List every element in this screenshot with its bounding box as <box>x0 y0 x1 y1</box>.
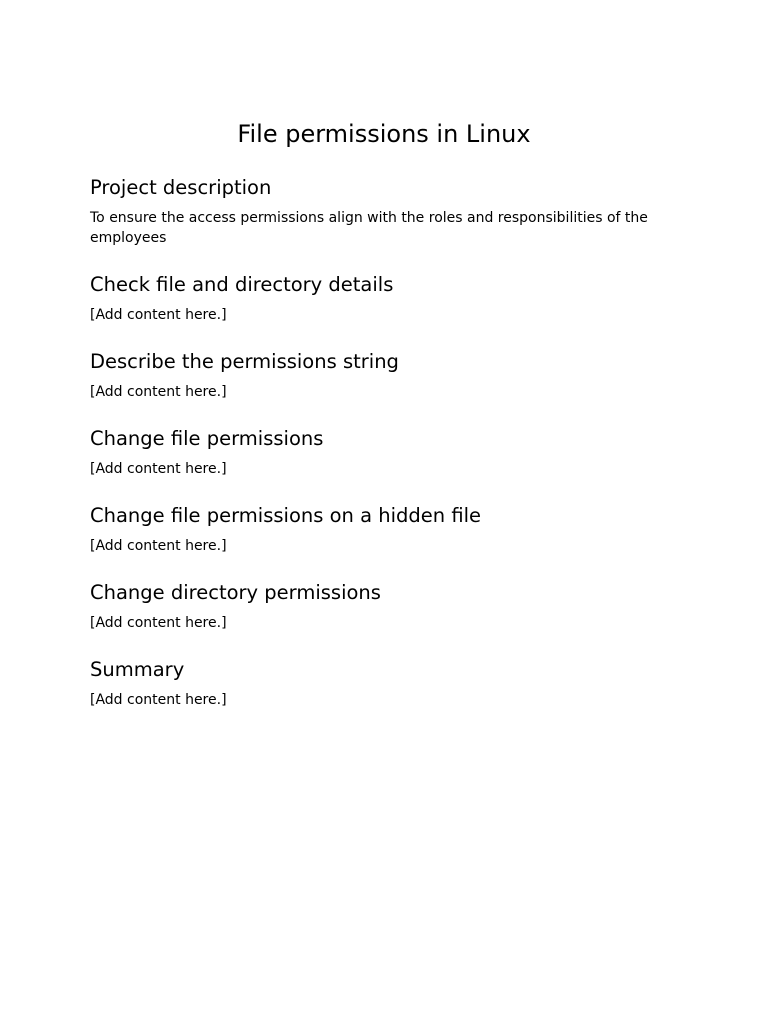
section-change-hidden-file-permissions <box>90 502 680 556</box>
section-heading: Change file permissions on a hidden file <box>90 504 482 527</box>
section-heading: Project description <box>90 176 272 199</box>
section-change-directory-permissions <box>90 579 680 633</box>
section-heading: Change directory permissions <box>90 581 381 604</box>
section-text[interactable]: [Add content here.] <box>90 384 227 400</box>
document-body <box>90 174 680 710</box>
section-text[interactable]: [Add content here.] <box>90 461 227 477</box>
section-text[interactable]: [Add content here.] <box>90 538 227 554</box>
section-check-file-and-directory-details <box>90 271 680 325</box>
section-summary <box>90 656 680 710</box>
section-heading: Check file and directory details <box>90 273 394 296</box>
section-text[interactable]: [Add content here.] <box>90 307 227 323</box>
document-title: File permissions in Linux <box>237 120 531 148</box>
section-project-description <box>90 174 680 248</box>
section-text[interactable]: [Add content here.] <box>90 615 227 631</box>
section-change-file-permissions <box>90 425 680 479</box>
section-heading: Describe the permissions string <box>90 350 399 373</box>
section-text[interactable]: [Add content here.] <box>90 692 227 708</box>
section-describe-permissions-string <box>90 348 680 402</box>
section-heading: Summary <box>90 658 185 681</box>
section-heading: Change file permissions <box>90 427 324 450</box>
section-text[interactable]: To ensure the access permissions align with the roles and responsibilities of the employees <box>90 210 648 246</box>
